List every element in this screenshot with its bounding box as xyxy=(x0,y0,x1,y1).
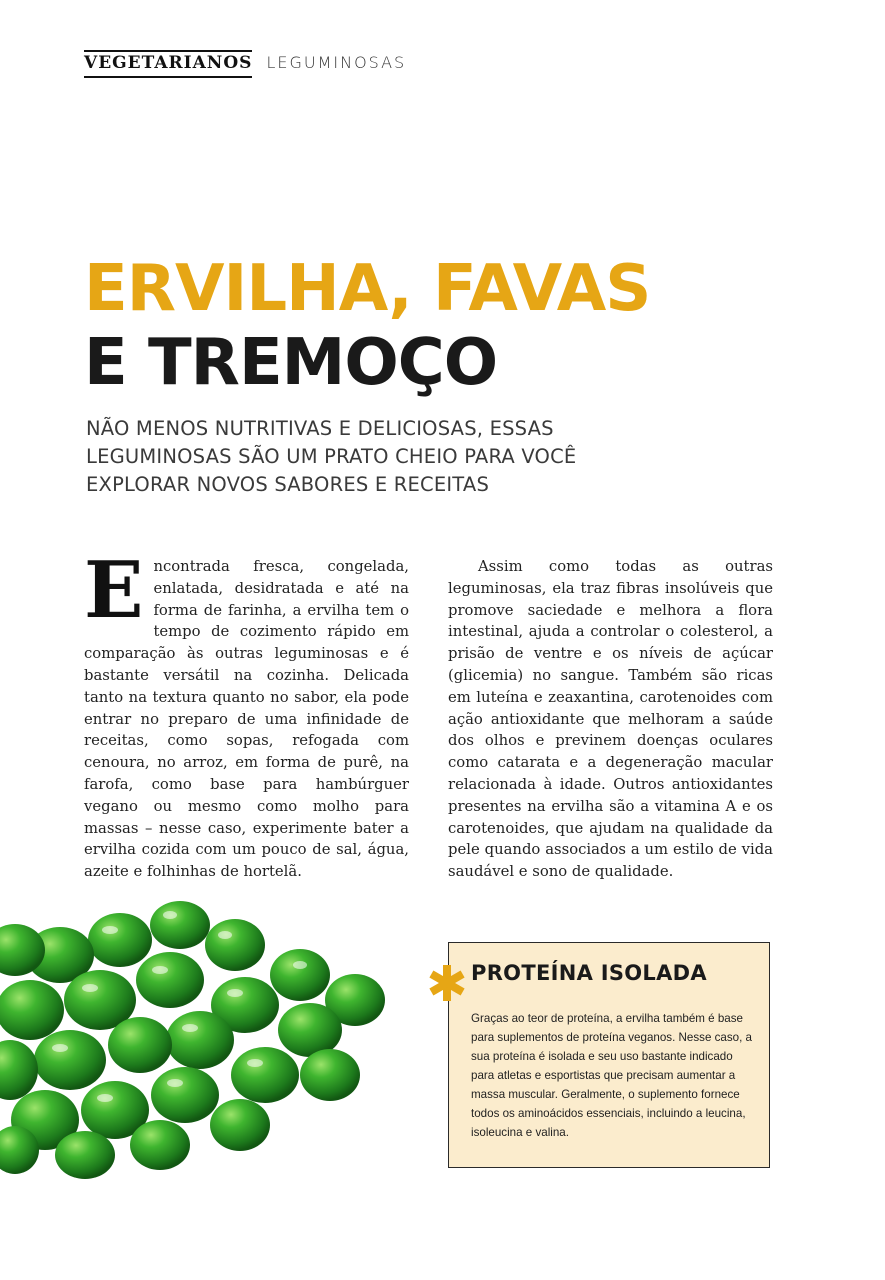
sidebar-text: Graças ao teor de proteína, a ervilha também é base para suplementos de proteína veganos. Nesse caso, a sua proteína é isolada e seu uso bastante indicado para atletas e esportistas que precisam aumentar a massa muscular. Geralmente, o suplemento fornece todos os aminoácidos essenciais, incluindo a leucina, isoleucina e valina. xyxy=(471,1012,753,1139)
article-title xyxy=(84,252,650,400)
subsection-label: LEGUMINOSAS xyxy=(266,53,407,72)
title-line-2: E TREMOÇO xyxy=(84,326,498,400)
green-peas-image xyxy=(0,895,420,1185)
section-label: VEGETARIANOS xyxy=(84,50,252,78)
page-header xyxy=(84,50,406,78)
drop-cap: E xyxy=(84,545,144,636)
asterisk-icon xyxy=(426,962,468,1004)
sidebar-box xyxy=(448,942,770,1168)
body-column-1 xyxy=(84,545,409,883)
article-subtitle: NÃO MENOS NUTRITIVAS E DELICIOSAS, ESSAS LEGUMINOSAS SÃO UM PRATO CHEIO PARA VOCÊ EXPLORAR NOVOS SABORES E RECEITAS xyxy=(86,417,577,496)
title-line-1: ERVILHA, FAVAS xyxy=(84,252,651,326)
body-column-2: Assim como todas as outras leguminosas, ela traz fibras insolúveis que promove saciedade e melhora a flora intestinal, ajuda a controlar o colesterol, a prisão de ventre e os níveis de açúcar (glicemia) no sangue. Também são ricas em luteína e zeaxantina, carotenoides com ação antioxidante que melhoram a saúde dos olhos e previnem doenças oculares como catarata e a degeneração macular relacionada à idade. Outros antioxidantes presentes na ervilha são a vitamina A e os carotenoides, que ajudam na qualidade da pele quando associados a um estilo de vida saudável e sono de qualidade. xyxy=(448,558,773,881)
body-column-1-text: ncontrada fresca, congelada, enlatada, desidratada e até na forma de farinha, a ervilha tem o tempo de cozimento rápido em comparação às outras leguminosas e é bastante versátil na cozinha. Delicada tanto na textura quanto no sabor, ela pode entrar no preparo de uma infinidade de receitas, como sopas, refogada com cenoura, no arroz, em forma de purê, na farofa, como base para hambúrguer vegano ou mesmo como molho para massas – nesse caso, experimente bater a ervilha cozida com um pouco de sal, água, azeite e folhinhas de hortelã. xyxy=(84,558,409,881)
sidebar-title: PROTEÍNA ISOLADA xyxy=(471,961,707,985)
